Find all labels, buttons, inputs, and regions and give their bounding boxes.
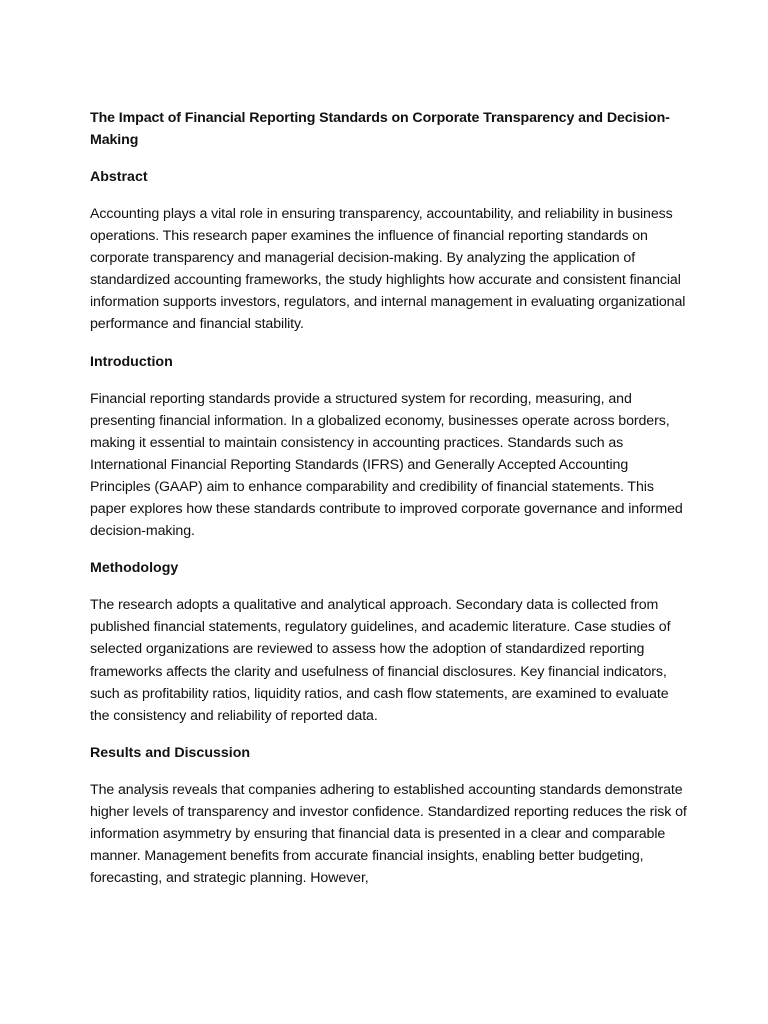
section-body-methodology: The research adopts a qualitative and analytical approach. Secondary data is collected from published financial statements, regulatory guidelines, and academic literature. Case studies of selected organizations are reviewed to assess how the adoption of standardized reporting frameworks affects the clarity and usefulness of financial disclosures. Key financial indicators, such as profitability ratios, liquidity ratios, and cash flow statements, are examined to evaluate the consistency and reliability of reported data. (90, 597, 671, 724)
section-heading-results-discussion: Results and Discussion (90, 744, 251, 761)
section-body-results-discussion: The analysis reveals that companies adhering to established accounting standards demonstrate higher levels of transparency and investor confidence. Standardized reporting reduces the risk of information asymmetry by ensuring that financial data is presented in a clear and comparable manner. Management benefits from accurate financial insights, enabling better budgeting, forecasting, and strategic planning. However, (90, 781, 687, 887)
document-page (90, 107, 690, 904)
document-title: The Impact of Financial Reporting Standards on Corporate Transparency and Decision-Making (90, 110, 670, 148)
section-heading-methodology: Methodology (90, 560, 179, 577)
section-heading-introduction: Introduction (90, 353, 173, 370)
section-body-introduction: Financial reporting standards provide a structured system for recording, measuring, and presenting financial information. In a globalized economy, businesses operate across borders, making it essential to maintain consistency in accounting practices. Standards such as International Financial Reporting Standards (IFRS) and Generally Accepted Accounting Principles (GAAP) aim to enhance comparability and credibility of financial statements. This paper explores how these standards contribute to improved corporate governance and informed decision-making. (90, 390, 683, 540)
section-body-abstract: Accounting plays a vital role in ensuring transparency, accountability, and reliability in business operations. This research paper examines the influence of financial reporting standards on corporate transparency and managerial decision-making. By analyzing the application of standardized accounting frameworks, the study highlights how accurate and consistent financial information supports investors, regulators, and internal management in evaluating organizational performance and financial stability. (90, 206, 686, 333)
section-heading-abstract: Abstract (90, 169, 148, 185)
